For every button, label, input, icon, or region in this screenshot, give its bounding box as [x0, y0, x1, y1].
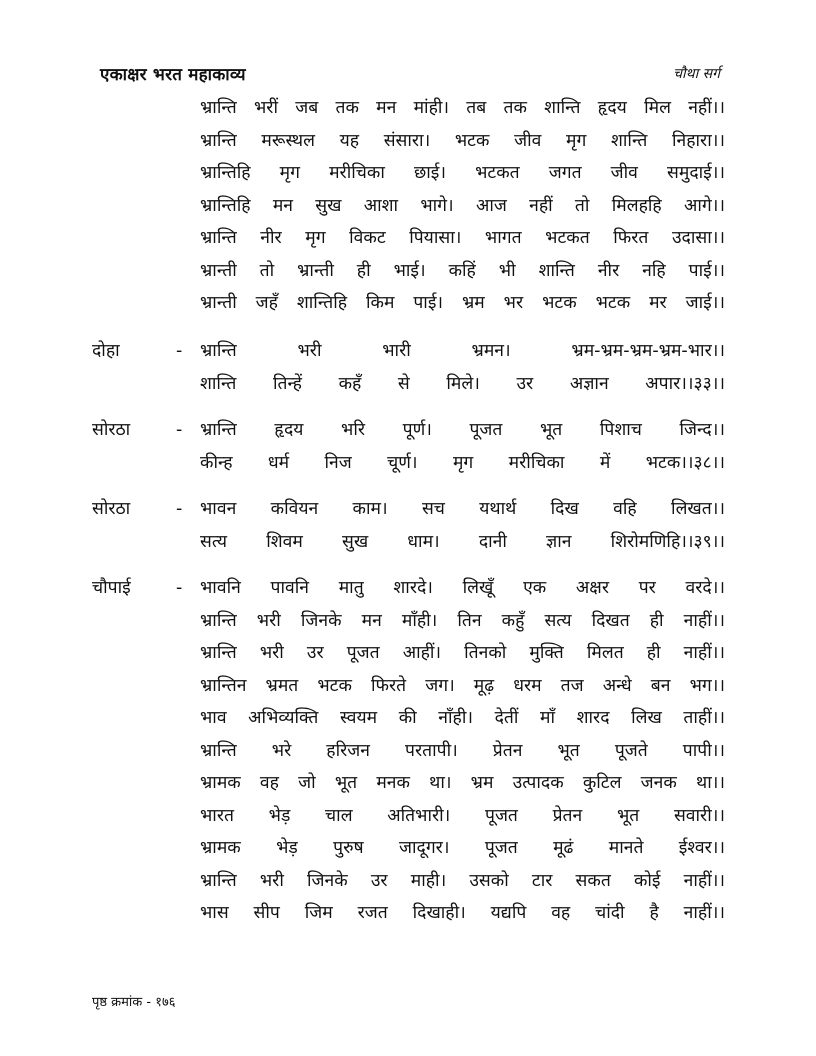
verse-line: भ्रान्ति मरूस्थल यह संसारा। भटक जीव मृग शान्ति निहारा।।	[200, 130, 725, 151]
verse-line: भ्रान्ति भरीं जब तक मन मांही। तब तक शान्ति हृदय मिल नहीं।।	[200, 98, 725, 118]
verse-line: भ्रान्तिहि मृग मरीचिका छाई। भटकत जगत जीव समुदाई।।	[200, 163, 725, 183]
verse-line: भ्रान्ती जहँ शान्तिहि किम पाई। भ्रम भर भटक भटक मर जाई।।	[200, 293, 725, 313]
chapter-name: चौथा सर्ग	[673, 66, 720, 82]
section-dash: -	[176, 499, 183, 519]
page-number: पृष्ठ क्रमांक - १७६	[92, 995, 176, 1010]
page-header	[100, 62, 720, 88]
section-label: दोहा	[92, 341, 120, 361]
section-label: सोरठा	[92, 420, 131, 440]
verse-line: भारत भेड़ चाल अतिभारी। पूजत प्रेतन भूत सवारी।।	[200, 805, 725, 826]
verse-line: भ्रान्ति भरे हरिजन परतापी। प्रेतन भूत पूजते पापी।।	[200, 740, 725, 761]
verse-line: भास सीप जिम रजत दिखाही। यद्यपि वह चांदी है नाहीं।।	[200, 903, 725, 923]
section-label: चौपाई	[92, 578, 131, 598]
verse-line: भावनि पावनि मातु शारदे। लिखूँ एक अक्षर पर वरदे।।	[200, 578, 725, 598]
verse-line: भाव अभिव्यक्ति स्वयम की नाँही। देतीं माँ शारद लिख ताहीं।।	[200, 708, 725, 728]
verse-line: भ्रान्ति हृदय भरि पूर्ण। पूजत भूत पिशाच जिन्द।।	[200, 420, 725, 440]
verse-line: भ्रान्ती तो भ्रान्ती ही भाई। कहिं भी शान्ति नीर नहि पाई।।	[200, 260, 725, 281]
verse-line: भ्रान्ति भरी भारी भ्रमन। भ्रम-भ्रम-भ्रम-भ्रम-भार।।	[200, 341, 725, 361]
verse-line: भ्रान्तिहि मन सुख आशा भागे। आज नहीं तो मिलहहि आगे।।	[200, 195, 725, 216]
section-dash: -	[176, 341, 183, 361]
verse-line: भावन कवियन काम। सच यथार्थ दिख वहि लिखत।।	[200, 499, 725, 519]
verse-line: भ्रामक भेड़ पुरुष जादूगर। पूजत मूढं मानते ईश्वर।।	[200, 838, 725, 858]
verse-line: भ्रान्ति भरी जिनके मन माँही। तिन कहुँ सत्य दिखत ही नाहीं।।	[200, 610, 725, 631]
verse-line: भ्रान्तिन भ्रमत भटक फिरते जग। मूढ़ धरम तज अन्धे बन भग।।	[200, 675, 725, 696]
intro-verses	[200, 92, 725, 320]
verse-line: सत्य शिवम सुख धाम। दानी ज्ञान शिरोमणिहि।।३९।।	[200, 531, 725, 552]
verse-line: कीन्ह धर्म निज चूर्ण। मृग मरीचिका में भटक।।३८।।	[200, 452, 725, 473]
verse-line: भ्रामक वह जो भूत मनक था। भ्रम उत्पादक कुटिल जनक था।।	[200, 773, 725, 793]
book-title: एकाक्षर भरत महाकाव्य	[100, 65, 246, 85]
verse-line: भ्रान्ति नीर मृग विकट पियासा। भागत भटकत फिरत उदासा।।	[200, 228, 725, 248]
section-dash: -	[176, 578, 183, 598]
section-label: सोरठा	[92, 499, 131, 519]
verse-line: भ्रान्ति भरी उर पूजत आहीं। तिनको मुक्ति मिलत ही नाहीं।।	[200, 643, 725, 663]
section-dash: -	[176, 420, 183, 440]
verse-line: शान्ति तिन्हें कहँ से मिले। उर अज्ञान अपार।।३३।।	[200, 373, 725, 394]
verse-line: भ्रान्ति भरी जिनके उर माही। उसको टार सकत कोई नाहीं।।	[200, 870, 725, 891]
